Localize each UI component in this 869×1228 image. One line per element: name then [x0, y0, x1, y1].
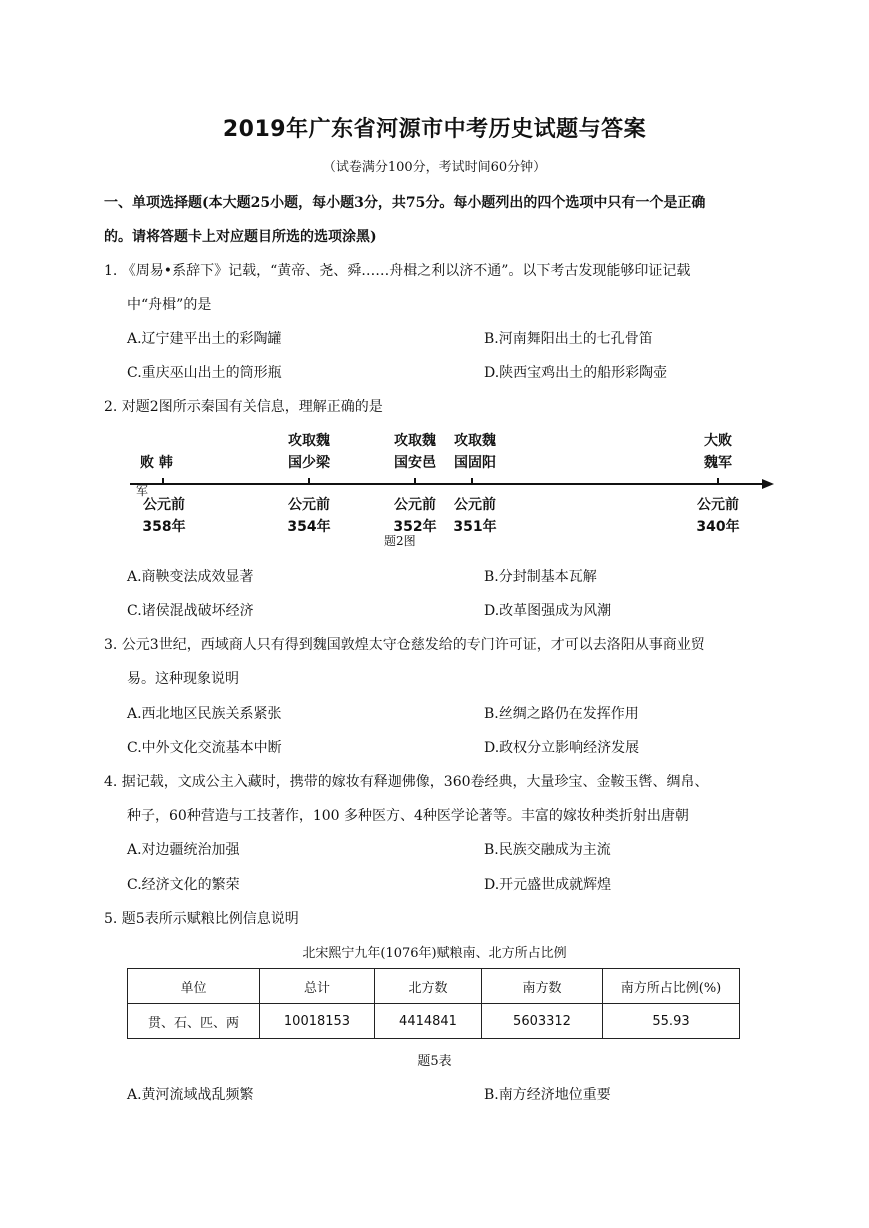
q1-option-d: D.陕西宝鸡出土的船形彩陶壶 [484, 365, 668, 381]
q5-stem: 5. 题5表所示赋粮比例信息说明 [104, 911, 299, 927]
q1-stem-line1: 1. 《周易•系辞下》记载，“黄帝、尧、舜……舟楫之利以济不通”。以下考古发现能够印证记载 [104, 263, 691, 279]
q1-stem-line2: 中“舟楫”的是 [127, 297, 212, 313]
table-header-cell: 北方数 [375, 969, 482, 1004]
timeline-event5-year: 340年 [696, 519, 740, 535]
q4-option-c: C.经济文化的繁荣 [127, 877, 240, 893]
q3-option-c: C.中外文化交流基本中断 [127, 740, 282, 756]
q5-option-a: A.黄河流域战乱频繁 [127, 1087, 254, 1103]
timeline-event4-top1: 攻取魏 [454, 433, 496, 449]
timeline-event5-year-prefix: 公元前 [697, 497, 739, 513]
table-header-cell: 单位 [128, 969, 260, 1004]
table-header-cell: 南方所占比例(%) [603, 969, 740, 1004]
table-header-row [128, 969, 740, 1004]
timeline-event4-year: 351年 [453, 519, 497, 535]
q1-option-a: A.辽宁建平出土的彩陶罐 [127, 331, 282, 347]
exam-subtitle: （试卷满分100分，考试时间60分钟） [322, 160, 547, 175]
timeline-event3-year-prefix: 公元前 [394, 497, 436, 513]
q3-stem-line1: 3. 公元3世纪，西域商人只有得到魏国敦煌太守仓慈发给的专门许可证，才可以去洛阳从事商业贸 [104, 637, 705, 653]
q5-option-b: B.南方经济地位重要 [484, 1087, 611, 1103]
table-cell: 5603312 [482, 1004, 603, 1039]
timeline-event5-top1: 大败 [704, 433, 732, 449]
page-title: 2019年广东省河源市中考历史试题与答案 [222, 117, 647, 142]
table-cell: 55.93 [603, 1004, 740, 1039]
timeline-event2-year-prefix: 公元前 [288, 497, 330, 513]
timeline-event2-top2: 国少梁 [288, 455, 330, 471]
timeline-event4-top2: 国固阳 [454, 455, 496, 471]
table-header-cell: 南方数 [482, 969, 603, 1004]
q2-option-c: C.诸侯混战破坏经济 [127, 603, 254, 619]
section-heading-line2: 的。请将答题卡上对应题目所选的选项涂黑) [104, 229, 377, 245]
q4-option-d: D.开元盛世成就辉煌 [484, 877, 612, 893]
timeline-event5-top2: 魏军 [704, 455, 732, 471]
q1-option-b: B.河南舞阳出土的七孔骨笛 [484, 331, 653, 347]
timeline-event3-year: 352年 [393, 519, 437, 535]
timeline-axis [130, 476, 775, 492]
timeline-caption: 题2图 [384, 534, 416, 548]
q2-option-a: A.商鞅变法成效显著 [127, 569, 254, 585]
timeline-event1-year-prefix: 公元前 [143, 497, 185, 513]
timeline-event1-top: 败 韩 [140, 455, 173, 471]
table-header-cell: 总计 [260, 969, 375, 1004]
q4-stem-line1: 4. 据记载，文成公主入藏时，携带的嫁妆有释迦佛像，360卷经典，大量珍宝、金鞍玉辔、绸帛、 [104, 774, 709, 790]
q2-option-d: D.改革图强成为风潮 [484, 603, 612, 619]
timeline-event1-year: 358年 [142, 519, 186, 535]
q5-table-title: 北宋熙宁九年(1076年)赋粮南、北方所占比例 [302, 946, 567, 961]
timeline-event2-year: 354年 [287, 519, 331, 535]
q3-option-b: B.丝绸之路仍在发挥作用 [484, 706, 639, 722]
q3-option-a: A.西北地区民族关系紧张 [127, 706, 282, 722]
timeline-event2-top1: 攻取魏 [288, 433, 330, 449]
q2-stem: 2. 对题2图所示秦国有关信息，理解正确的是 [104, 399, 383, 415]
table-cell: 贯、石、匹、两 [128, 1004, 260, 1039]
table-row [128, 1004, 740, 1039]
timeline-event1-extra: 军 [136, 484, 149, 498]
q4-option-b: B.民族交融成为主流 [484, 842, 611, 858]
timeline-event3-top1: 攻取魏 [394, 433, 436, 449]
timeline-event3-top2: 国安邑 [394, 455, 436, 471]
q2-option-b: B.分封制基本瓦解 [484, 569, 597, 585]
q5-table-caption: 题5表 [417, 1054, 452, 1069]
table-cell: 4414841 [375, 1004, 482, 1039]
q4-option-a: A.对边疆统治加强 [127, 842, 240, 858]
timeline-event4-year-prefix: 公元前 [454, 497, 496, 513]
section-heading-line1: 一、单项选择题(本大题25小题，每小题3分，共75分。每小题列出的四个选项中只有一个是正确 [104, 195, 706, 211]
grain-tax-table [127, 968, 740, 1039]
q1-option-c: C.重庆巫山出土的筒形瓶 [127, 365, 282, 381]
table-cell: 10018153 [260, 1004, 375, 1039]
q4-stem-line2: 种子，60种营造与工技著作，100 多种医方、4种医学论著等。丰富的嫁妆种类折射出唐朝 [127, 808, 689, 824]
q3-option-d: D.政权分立影响经济发展 [484, 740, 640, 756]
q3-stem-line2: 易。这种现象说明 [127, 671, 239, 687]
